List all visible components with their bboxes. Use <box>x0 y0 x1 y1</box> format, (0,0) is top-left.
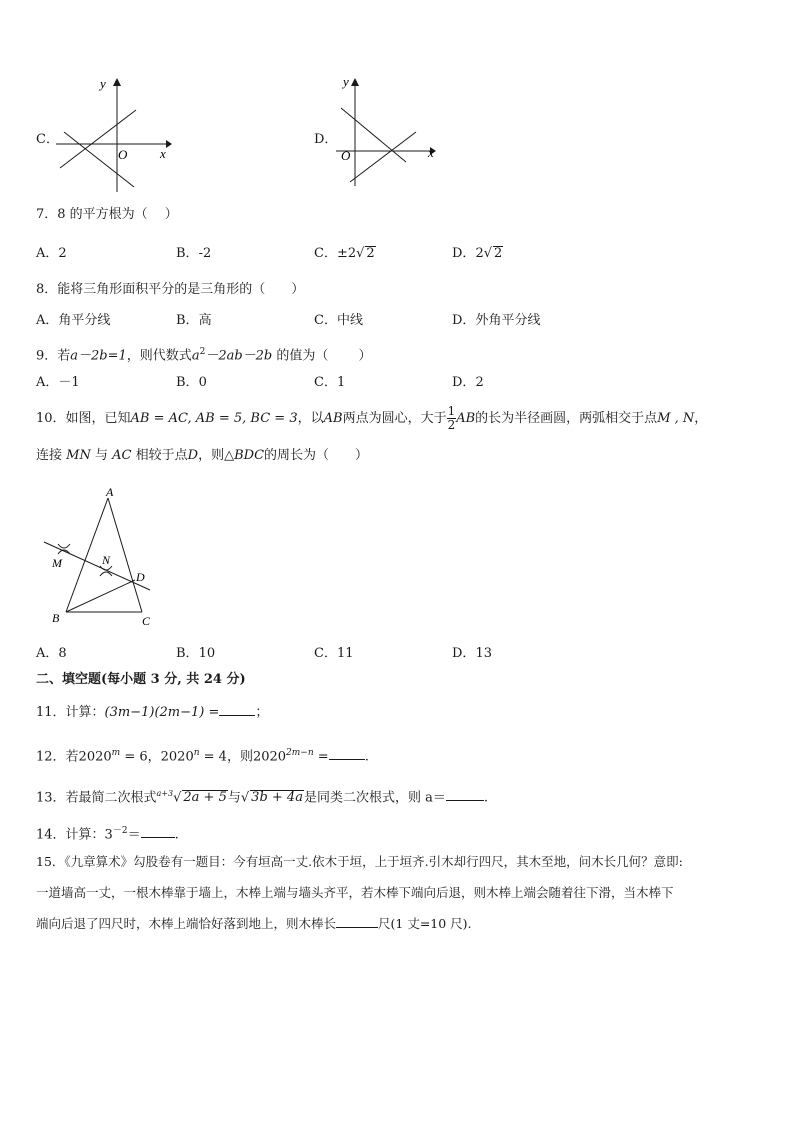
q15-line-3: 端向后退了四尺时，木棒上端恰好落到地上，则木棒长 尺(1 丈=10 尺). <box>36 916 472 931</box>
q8-stem: 8．能将三角形面积平分的是三角形的（ ） <box>36 282 305 297</box>
q11-answer-blank[interactable] <box>219 703 255 716</box>
label-a: A <box>106 485 114 499</box>
q8-option-b: B．高 <box>176 313 212 328</box>
section-heading: 二、填空题(每小题 3 分, 共 24 分) <box>36 672 246 687</box>
q9-option-c: C．1 <box>314 375 346 390</box>
q13-answer-blank[interactable] <box>446 788 484 801</box>
q10-line-1: 10．如图，已知AB = AC, AB = 5, BC = 3，以AB两点为圆心，大于 $\frac{1}{2}$ AB的长为半径画圆，两弧相交于点M , N， <box>36 404 708 432</box>
label-b: B <box>52 611 60 625</box>
graph-c-y-arrow <box>113 78 121 86</box>
graph-d-line-2 <box>350 132 416 182</box>
option-d-label: D． <box>314 132 338 147</box>
q7-option-b: B．-2 <box>176 246 212 261</box>
label-m: M <box>52 556 62 570</box>
q8-option-d: D．外角平分线 <box>452 313 541 328</box>
q15-answer-blank[interactable] <box>336 915 378 928</box>
q10-fraction: $\frac{1}{2}$ <box>447 404 456 432</box>
graph-d-y-label: y <box>343 74 349 89</box>
q11: 11．计算：(3m−1)(2m−1) = ； <box>36 705 269 720</box>
graph-c-x-label: x <box>160 146 166 161</box>
label-n: N <box>102 553 111 567</box>
q9-stem: 9．若a－2b=1，则代数式$a^2-2ab-2b$ 的值为（ ） <box>36 347 372 364</box>
option-c-label: C． <box>36 132 59 147</box>
q10-option-d: D．13 <box>452 646 492 661</box>
label-d: D <box>136 570 145 584</box>
graph-d-x-label: x <box>428 145 434 160</box>
q14-answer-blank[interactable] <box>141 825 175 838</box>
q8-option-a: A．角平分线 <box>36 313 111 328</box>
q7-option-c: C．±2√ 2 <box>314 246 375 261</box>
graph-c-y-label: y <box>100 76 106 91</box>
q10-figure <box>36 484 166 629</box>
q15-line-2: 一道墙高一丈，一根木棒靠于墙上，木棒上端与墙头齐平，若木棒下端向后退，则木棒上端会随着往下滑，当木棒下 <box>36 885 674 900</box>
q8-option-c: C．中线 <box>314 313 363 328</box>
q13: 13．若最简二次根式$^{a+3}$√ 2a + 5与√ 3b + 4a是同类二次根式，则 a＝ . <box>36 789 488 806</box>
q15-line-1: 15．《九章算术》勾股卷有一题目：今有垣高一丈.依木于垣，上于垣齐.引木却行四尺，其木至地，问木长几何？意即: <box>36 854 683 869</box>
q10-option-b: B．10 <box>176 646 216 661</box>
q10-option-a: A．8 <box>36 646 67 661</box>
q7-stem: 7．8 的平方根为（ ） <box>36 207 178 222</box>
arc-m <box>58 544 70 548</box>
q7-d-radicand: 2 <box>494 246 503 261</box>
graph-c <box>56 74 176 194</box>
graph-c-origin: O <box>118 147 128 162</box>
q9-option-d: D．2 <box>452 375 484 390</box>
graph-d-line-1 <box>341 108 406 162</box>
q10-option-c: C．11 <box>314 646 354 661</box>
graph-d-y-arrow <box>351 78 359 86</box>
q9-option-a: A．－1 <box>36 375 80 390</box>
arc-n-2 <box>100 572 112 576</box>
q13-radical-1: 2a + 5 <box>183 790 227 806</box>
q14: 14．计算：$3^{-2}=$ . <box>36 826 179 843</box>
graph-c-x-arrow <box>166 140 172 148</box>
graph-d-origin: O <box>341 148 351 163</box>
q9-option-b: B．0 <box>176 375 207 390</box>
q12-answer-blank[interactable] <box>329 747 365 760</box>
q10-line-2: 连接 MN 与 AC 相较于点D，则△BDC的周长为（ ） <box>36 448 369 463</box>
q7-option-d: D．2√ 2 <box>452 246 503 261</box>
q13-radical-2: 3b + 4a <box>251 790 303 806</box>
q12: 12．若$2020^m = 6$，$2020^n = 4$，则$2020^{2m-n}$ = . <box>36 748 369 765</box>
label-c: C <box>142 614 151 628</box>
q7-c-radicand: 2 <box>366 246 375 261</box>
graph-d <box>336 74 446 194</box>
segment-ac <box>108 498 142 612</box>
q7-option-a: A．2 <box>36 246 67 261</box>
